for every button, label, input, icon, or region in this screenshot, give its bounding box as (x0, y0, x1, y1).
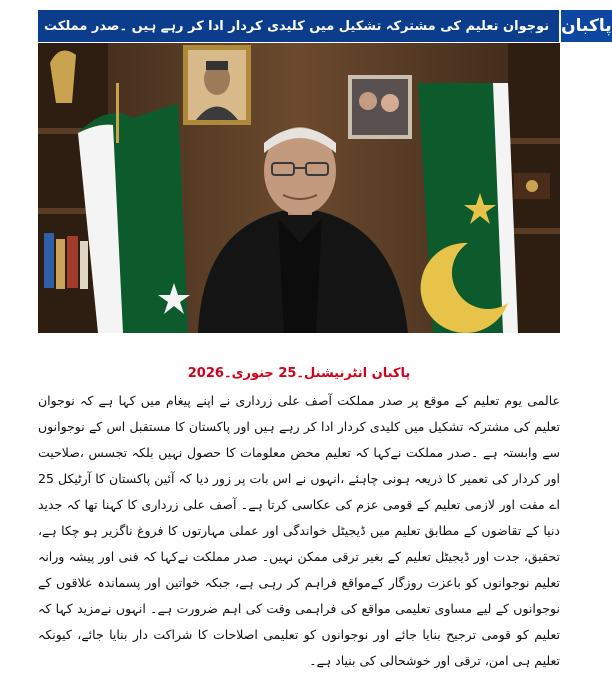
family-photo-frame (348, 75, 412, 139)
dateline: پاکبان انٹرنیشنل۔25 جنوری۔2026 (187, 366, 411, 381)
headline: نوجوان تعلیم کی مشترکہ تشکیل میں کلیدی کردار ادا کر رہے ہیں ۔صدر مملکت (44, 18, 550, 34)
pakistan-flag-right (418, 83, 518, 333)
brand-logo: پاکبان (559, 10, 612, 42)
pakistan-flag-left (78, 83, 190, 333)
article-body: عالمی یوم تعلیم کے موقع پر صدر مملکت آصف علی زرداری نے اپنے پیغام میں کہا ہے کہ نوجوان تعلیم کی مشترکہ تشکیل میں کلیدی کردار ادا کر رہے ہیں اور پاکستان کا مستقبل اس کے نوجوانوں سے وابستہ ہے ۔صدر مملکت نےکہا کہ تعلیم محض معلومات کا حصول نہیں بلکہ تجسس ،صلاحیت اور کردار کی تعمیر کا ذریعہ ہونی چاہئے ،انہوں نے اس بات پر زور دیا کہ آئین پاکستان کا آرٹیکل 25 اے مفت اور لازمی تعلیم کے قومی عزم کی عکاسی کرتا ہے۔ آصف علی زرداری کا کہنا تھا کہ جدید دنیا کے تقاضوں کے مطابق تعلیم میں ڈیجیٹل خواندگی اور عملی مہارتوں کا فروغ ناگزیر ہو چکا ہے، تحقیق، جدت اور ڈیجیٹل تعلیم کے بغیر ترقی ممکن نہیں۔ صدر مملکت نےکہا کہ فنی اور پیشہ ورانہ تعلیم نوجوانوں کو باعزت روزگار کےمواقع فراہم کر رہی ہے، جبکہ خواتین اور پسماندہ علاقوں کے نوجوانوں کے لیے مساوی تعلیمی مواقع کی فراہمی وقت کی اہم ضرورت ہے۔ انہوں نےمزید کہا کہ تعلیم کو قومی ترجیح بنایا جائے اور نوجوانوں کو تعلیمی اصلاحات کا شراکت دار بنایا جائے، کیونکہ تعلیم ہی امن، ترقی اور خوشحالی کی بنیاد ہے۔ (38, 393, 560, 668)
news-header-bar (38, 10, 612, 42)
quaid-portrait (183, 45, 251, 125)
news-photo (38, 43, 560, 333)
